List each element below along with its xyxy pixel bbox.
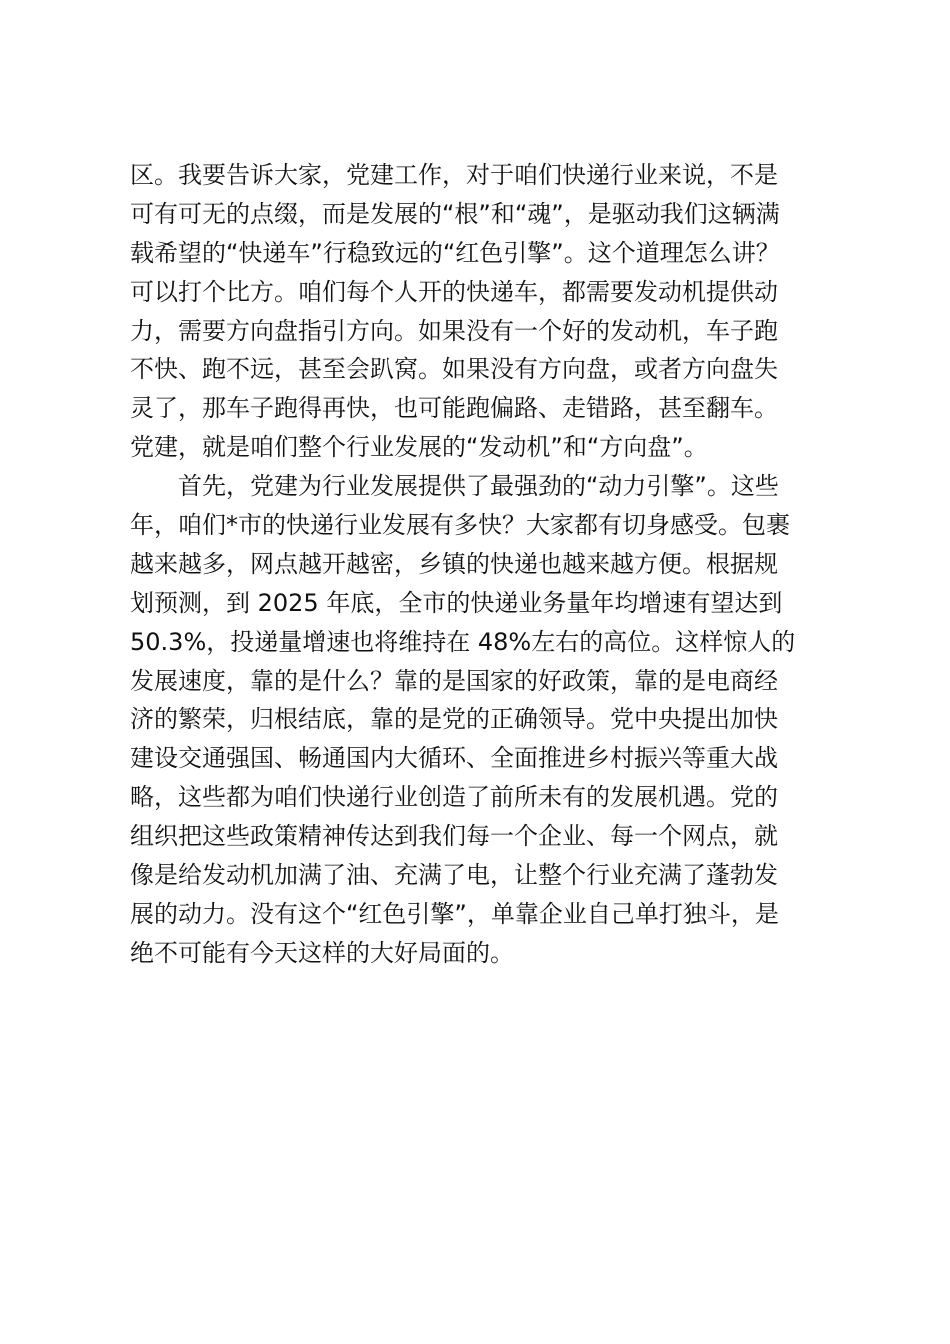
text-line: 划预测，到 2025 年底，全市的快递业务量年均增速有望达到 bbox=[130, 588, 783, 617]
text-line: 建设交通强国、畅通国内大循环、全面推进乡村振兴等重大战 bbox=[130, 744, 778, 773]
paragraph-1 bbox=[130, 156, 830, 467]
text-line: 越来越多，网点越开越密，乡镇的快递也越来越方便。根据规 bbox=[130, 549, 778, 578]
text-line: 不快、跑不远，甚至会趴窝。如果没有方向盘，或者方向盘失 bbox=[130, 355, 778, 384]
text-line: 党建，就是咱们整个行业发展的“发动机”和“方向盘”。 bbox=[130, 433, 708, 462]
text-line: 区。我要告诉大家，党建工作，对于咱们快递行业来说，不是 bbox=[130, 161, 778, 189]
text-line: 首先，党建为行业发展提供了最强劲的“动力引擎”。这些 bbox=[178, 472, 779, 501]
text-line: 灵了，那车子跑得再快，也可能跑偏路、走错路，甚至翻车。 bbox=[130, 394, 778, 423]
text-line: 力，需要方向盘指引方向。如果没有一个好的发动机，车子跑 bbox=[130, 316, 778, 345]
text-line: 50.3%，投递量增速也将维持在 48%左右的高位。这样惊人的 bbox=[130, 627, 796, 656]
text-line: 像是给发动机加满了油、充满了电，让整个行业充满了蓬勃发 bbox=[130, 861, 778, 890]
text-line: 年，咱们*市的快递行业发展有多快？大家都有切身感受。包裹 bbox=[130, 511, 790, 540]
paragraph-2 bbox=[130, 467, 830, 973]
text-line: 组织把这些政策精神传达到我们每一个企业、每一个网点，就 bbox=[130, 822, 778, 851]
text-line: 发展速度，靠的是什么？靠的是国家的好政策，靠的是电商经 bbox=[130, 666, 778, 695]
text-line: 济的繁荣，归根结底，靠的是党的正确领导。党中央提出加快 bbox=[130, 705, 778, 734]
text-line: 略，这些都为咱们快递行业创造了前所未有的发展机遇。党的 bbox=[130, 783, 778, 812]
text-line: 可以打个比方。咱们每个人开的快递车，都需要发动机提供动 bbox=[130, 277, 778, 306]
text-line: 可有可无的点缀，而是发展的“根”和“魂”，是驱动我们这辆满 bbox=[130, 199, 780, 228]
text-line: 展的动力。没有这个“红色引擎”，单靠企业自己单打独斗，是 bbox=[130, 899, 779, 928]
text-line: 载希望的“快递车”行稳致远的“红色引擎”。这个道理怎么讲？ bbox=[130, 238, 780, 267]
text-line: 绝不可能有今天这样的大好局面的。 bbox=[130, 938, 514, 967]
document-body bbox=[130, 156, 830, 973]
